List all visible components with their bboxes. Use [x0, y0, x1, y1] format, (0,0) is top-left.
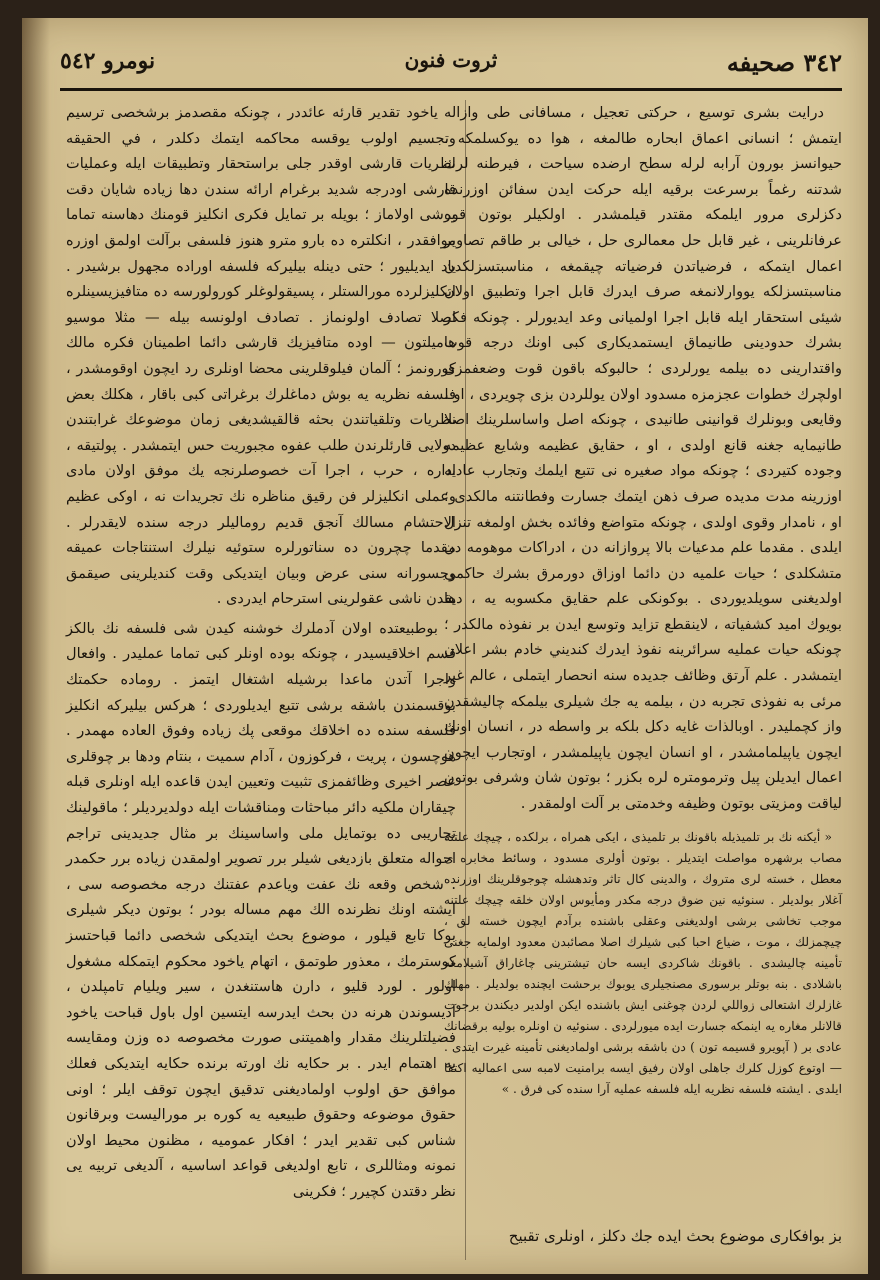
binding-shadow: [22, 18, 50, 1274]
left-column-body-2: بوطبيعتده اولان آدملرك خوشنه كيدن شى فلسفه نك بالكز قسم اخلاقيسيدر ، چونكه بوده اونلر كبى تماما عمليدر . وافعال واجرا آتدن ماعدا برشيله اشتغال ايتمز . روماده حكمتك بوقسمندن باشقه برشى تتبع ايديلوردى ؛ هركس بيليركه انكليز فلسفه سنده ده اخلاقك موقعى پك زياده وفوق العاده مهمدر . هوچسون ، پريت ، فركوزون ، آدام سميت ، بنتام ودها بر چوقلرى عصر اخيرى وظائفمزى تثبيت وتعيين ايدن قاعده ايله اونلرى قبله چيقاران ملكيه دائر مباحثات ومناقشات ايله دولديرديلر ؛ ماقولينك تجاريبى ده بوتمايل ملى واساسينك بر مثال جديدينى تراجم احواله متعلق بازديغى شيلر برر تصوير اولمقدن زياده برر حكمدر . شخص وقعه نك عفت وياعدم عفتنك درجه مخصوصه سى ، ايشته اونك نظرنده الك مهم مساله بودر ؛ بوتون ديكر شيلرى بوكا تابع قيلور ، موضوع بحث ايتديكى شخصى دائما قباحتسز كوسترمك ، معذور طوتمق ، اتهام ياخود محكوم ايتمكله مشغول اولور . لورد قليو ، دارن هاستنغدن ، سير ويليام تامپلدن ، آديسوندن هرنه دن بحث ايدرسه ايتسين اول باول قباحت ياخود فضيلتلرينك مقدار واهميتنى صورت مخصوصه ده وزن ومقايسه يه اهتمام ايدر . بر حكايه نك اورته برنده حكايه ايتديكى فعلك موافق حق اولوب اولماديغنى تدقيق ايچون توقف ايلر ؛ اونى حقوق موضوعه وحقوق طبيعيه يه كوره بر موراليست وبرقانون شناس كبى تقدير ايدر ؛ افكار عموميه ، مظنون محيط اولان نمونه ومثاللرى ، تابع اولديغى قواعد اساسيه ، آلديغى تربيه يى نظر دقتدن كچيرر ؛ فكرينى: [66, 619, 456, 1200]
right-column-body: درايت بشرى توسيع ، حركتى تعجيل ، مسافانى طى وازاله ايتمش ؛ انسانى اعماق ابحاره طالمغه ، هوا ده يوكسلمكه ، حيوانسز بورون آرابه لرله سطح ارضده سياحت ، فيرطنه لرك شدتنه رغماً برسرعت برقيه ايله حركت ايدن سفائن اوزرنده دكزلرى مرور ايلمكه مقتدر قيلمشدر . اولكيلر بوتون قوه عرفانلرينى ، غير قابل حل معمالرى حل ، خيالى بر طاقم تصاوير اعمال ايتمكه ، فرضياتدن فرضياته چيقمغه ، مناسبتسزلكدن مناسبتسزلكه يووارلانمغه صرف ايدرك قابل اجرا وتطبيق اولان شيئى استحقار ايله قابل اجرا اولميانى وعد ايديورلر . چونكه فكر بشرك حدودينى طانيماق ايستمديكارى كبى اونك درجه قوت واقتدارينى ده بيلمه يورلردى ؛ حالبوكه باقون قوت وضعفمزى اولچرك خطوات عجزمزه مسدود اولان يوللردن بزى چويردى ، او ، وقايعى وبونلرك قوانينى طانيدى ، چونكه اصل واساسلرينك اصلا طانيمايه جغنه قانع اولدى ، او ، حقايق عظيمه وشايع عظيمه وجوده كتيردى ؛ چونكه مواد صغيره نى تتبع ايلمك وتجارب عاديه اوزرينه مدت مديده صرف ذهن ايتمك جسارت وفطانتنه مالكدى ؛ او ، نامدار وقوى اولدى ، چونكه متواضع وفائده بخش اولمغه تنزل ايلدى . مقدما علم مدعيات بالا پروازانه دن ، ادراكات موهومه دن متشكلدى ؛ حيات علميه دن دائما اوزاق دورمرق بشرك حاكمى اولديغنى سويلديوردى . بوكونكى علم حقايق مكسوبه يه ، دها بويوك اميد كشفياته ، لاينقطع تزايد وتوسع ايدن بر نفوذه مالكدر ؛ چونكه حيات عمليه سرائرينه نفوذ ايدرك كنديني خادم بشر اعلان ايتمشدر . علم آرتق وظائف جديده سنه انحصار ايتملى ، عالم غير مرئى به نفوذى تجربه دن ، بيلمه يه جك شيلرى بيلمكه چاليشقدن واز كچمليدر . اوبالذات غايه دكل بلكه بر واسطه در ، انسان اونك ايچون ياپيلمامشدر ، او انسان ايچون ياپيلمشدر ، اوتجارب ايچون اعمال ايديلن پيل وترمومتره لره بكزر ؛ بوتون شان وشرفى بوتون لياقت ومزيتى بوتون وظيفه وخدمتى بر آلت اولمقدر .: [444, 104, 842, 813]
right-column: [444, 100, 842, 1260]
left-column: [66, 100, 456, 1260]
right-column-closing: بز بوافكارى موضوع بحث ايده جك دكلز ، اونلرى تقبيح: [508, 1227, 842, 1246]
journal-title: ثروت فنون: [404, 48, 498, 72]
issue-number: نومرو ٥٤٢: [60, 48, 156, 74]
newspaper-page: [22, 18, 868, 1274]
page-number: ٣٤٢ صحيفه: [726, 48, 842, 77]
page-header: [60, 46, 842, 86]
header-rule: [60, 88, 842, 91]
column-divider: [465, 100, 466, 1260]
right-column-quote: « أيكنه نك بر تلميذيله باقونك بر تلميذى ، ايكى همراه ، برلكده ، چيچك علتنه مصاب برشهره مواصلت ايتديلر . بوتون أولرى مسدود ، وسائط مخابره ى معطل ، خسته لرى متروك ، والدينى كال تاثر وتدهشله چوجوقلرينك اوزرنده آغلار بولديلر . سنوئيه نين ضوق درجه مكدر ومأيوس اولان خلقه چيچك علتنه موجب تخاشى برشى اولديغنى وعقلى باشنده برآدم ايچون خسته لق ، چيچمزلك ، موت ، ضياع احبا كبى شيلرك اصلا مصائبدن معدود اولمايه جغنى تأمينه چاليشدى . باقونك شاكردى ايسه حان تيشترينى چاغاراق آشيلامغه باشلادى . بنه بوتلر برسورى مصنجيلرى يوبوك برحشت ايچنده بولديلر . مهلك غازلرك اشتعالى زواللي لردن چوغنى ايش باشنده ايكن اولدير ديكندن برجوت قالانلر مغاره يه اينمكه جسارت ايده ميورلردى . سنوئيه ن اونلره بوليه برقضانك عادى بر ( آپويرو قسيمه تون ) دن باشقه برشى اولماديغنى تأمينه غيرت ايتدى . — اوتوع كوزل كلرك جاهلى اولان رفيق ايسه برامنيت لامبه سى اعماليه اكتفا ايلدى . ايشته فلسفه نظريه ايله فلسفه عمليه آرا سنده كى فرق . »: [444, 829, 842, 1096]
left-column-body: ياخود تقدير قارئه عائددر ، چونكه مقصدمز برشخصى ترسيم وتجسيم اولوب يوقسه محاكمه ايتمك دكلدر ، في الحقيقه نظريات قارشى اوقدر جلى براستحقار وتطبيقات ايله وعمليات قارشى اودرجه شديد برغرام ارائه سندن دها زياده شايان دقت برشى اولاماز ؛ بويله بر تمايل فكرى انكليز قومنك دهاسنه تماما موافقدر ، انكلتره ده بارو مترو هنوز فلسفى برآلت اولمق اوزره ياد ايديليور ؛ حتى دينله بيليركه فلسفه اوراده مجهول برشيدر . انكليزلرده مورالستلر ، پسيقولوغلر كورولورسه ده متافيزيسينلره اصلا تصادف اولونماز . تصادف اولونسه بيله — مثلا موسيو هاميلتون — اوده متافيزيك قارشى دائما اطمينان فكره مالك كورونمز ؛ آلمان فيلوقلرينى محضا اونلرى رد ايچون اوقومشدر ، فلسفه نظريه يه بوش دماغلرك برغراتى كبى باقار ، هكلك بعض نظريات وتلقياتندن بحثه قالقيشديغى زمان موضوعك غرابتندن دولايى قارئلرندن طلب عفوه مجبوريت حس ايتمشدر . پولتيقه ، اداره ، حرب ، اجرا آت خصوصلرنجه يك موفق اولان مادى وعملى انكليزلر فن رقيق مناظره نك تجريدات نه ، اوكى عظيم الاحتشام مسالك آنجق قديم روماليلر درجه سنده لايقدرلر . مقدما چچرون ده سناتورلره ستوئيه نيلرك استنتاجات عميقه وجسورانه سنى عرض وبيان ايتديكى وقت كنديلرينى صيقمق يقدن ناشى عقولرينى استرحام ايدردى .: [66, 104, 456, 608]
